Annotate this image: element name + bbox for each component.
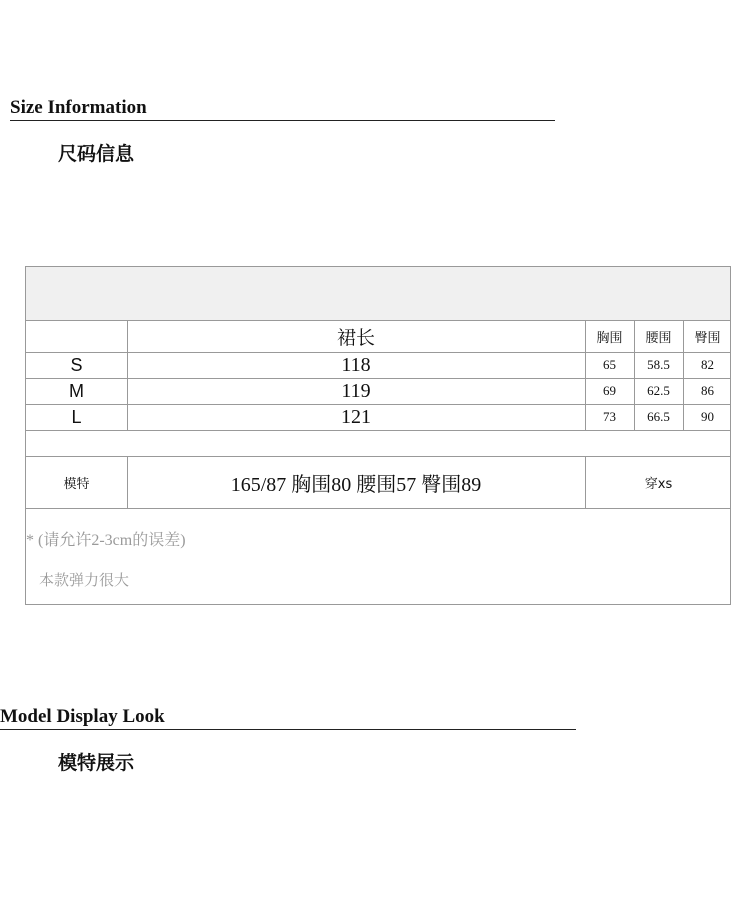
model-display-title: Model Display Look bbox=[0, 706, 576, 730]
hip-value-m: 86 bbox=[701, 383, 714, 398]
waist-value-m: 62.5 bbox=[647, 383, 670, 398]
size-label-l: L bbox=[71, 406, 82, 427]
chest-value-l: 73 bbox=[603, 409, 616, 424]
model-measurements: 165/87 胸围80 腰围57 臀围89 bbox=[230, 473, 482, 496]
table-header-band bbox=[26, 267, 730, 321]
row-divider bbox=[26, 508, 730, 509]
model-display-subtitle: 模特展示 bbox=[58, 752, 135, 774]
chest-value-s: 65 bbox=[603, 357, 616, 372]
header-length: 裙长 bbox=[336, 327, 375, 349]
size-label-m: M bbox=[69, 380, 84, 401]
header-waist: 腰围 bbox=[645, 331, 672, 346]
model-wearing-size: 穿xs bbox=[644, 476, 673, 492]
size-label-s: S bbox=[70, 354, 83, 375]
length-value-l: 121 bbox=[341, 405, 371, 428]
length-value-s: 118 bbox=[341, 353, 371, 376]
length-value-m: 119 bbox=[341, 379, 371, 402]
hip-value-l: 90 bbox=[701, 409, 714, 424]
hip-value-s: 82 bbox=[701, 357, 714, 372]
size-table bbox=[25, 266, 731, 605]
elasticity-note: 本款弹力很大 bbox=[39, 571, 130, 589]
header-chest: 胸围 bbox=[596, 331, 623, 346]
waist-value-l: 66.5 bbox=[647, 409, 670, 424]
size-information-subtitle: 尺码信息 bbox=[58, 143, 135, 165]
waist-value-s: 58.5 bbox=[647, 357, 670, 372]
size-information-title: Size Information bbox=[10, 97, 555, 121]
model-label: 模特 bbox=[63, 476, 90, 492]
tolerance-note: * (请允许2-3cm的误差) bbox=[26, 532, 186, 549]
chest-value-m: 69 bbox=[603, 383, 616, 398]
row-divider bbox=[26, 430, 730, 431]
header-hip: 臀围 bbox=[694, 331, 721, 346]
